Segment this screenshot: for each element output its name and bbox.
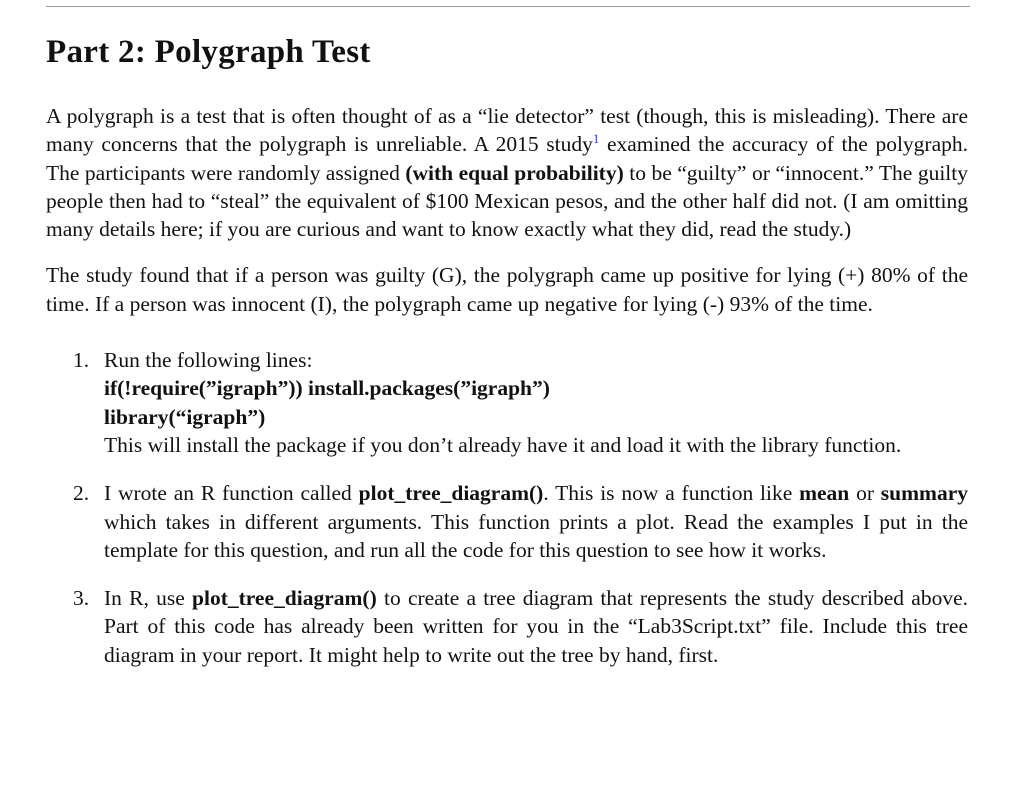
section-heading: Part 2: Polygraph Test — [46, 34, 371, 70]
list-item-text: Run the following lines: — [104, 348, 313, 373]
list-number: 1. — [73, 348, 90, 373]
list-number: 2. — [73, 481, 90, 506]
list-item-text: to create a tree diagram that represents the study described above. Part of this code has already been written for you in the “Lab3Script.txt” file. Include this tree diagram in your report. It might help to write out the tree by hand, first. — [104, 586, 968, 667]
list-number: 3. — [73, 586, 90, 611]
paragraph-text: examined the accuracy of the polygraph. The participants were randomly assigned — [46, 132, 968, 185]
list-item — [46, 584, 968, 669]
list-item-text: In R, use — [104, 586, 193, 611]
list-item-text: I wrote an R function called — [104, 481, 359, 506]
code-line: library(“igraph”) — [104, 404, 266, 429]
list-item — [46, 346, 968, 459]
intro-paragraph — [46, 102, 968, 243]
function-name: plot_tree_diagram() — [358, 481, 544, 506]
list-item-text: This will install the package if you don’t already have it and load it with the library function. — [104, 432, 902, 457]
list-item-text: . This is now a function like — [543, 481, 800, 506]
paragraph-text: A polygraph is a test that is often thought of as a “lie detector” test (though, this is misleading). There are many concerns that the polygraph is unreliable. A 2015 study — [46, 104, 968, 157]
code-line: if(!require(”igraph”)) install.packages(”igraph”) — [104, 376, 550, 401]
list-item — [46, 479, 968, 564]
top-rule — [46, 6, 970, 7]
function-name: plot_tree_diagram() — [192, 586, 377, 611]
findings-paragraph: The study found that if a person was guilty (G), the polygraph came up positive for lying (+) 80% of the time. If a person was innocent (I), the polygraph came up negative for lying (-) 93% of the time. — [46, 263, 968, 316]
list-item-text: which takes in different arguments. This function prints a plot. Read the examples I put in the template for this question, and run all the code for this question to see how it works. — [104, 509, 968, 562]
document-body — [46, 28, 968, 669]
function-name: mean — [799, 481, 850, 506]
bold-phrase: (with equal probability) — [405, 160, 624, 185]
function-name: summary — [880, 481, 968, 506]
list-item-text: or — [849, 481, 881, 506]
footnote-link[interactable]: 1 — [592, 131, 600, 147]
instruction-list — [46, 346, 968, 669]
paragraph-text: to be “guilty” or “innocent.” The guilty people then had to “steal” the equivalent of $100 Mexican pesos, and the other half did not. (I am omitting many details here; if you are curious and want to know exactly what they did, read the study.) — [46, 160, 968, 242]
